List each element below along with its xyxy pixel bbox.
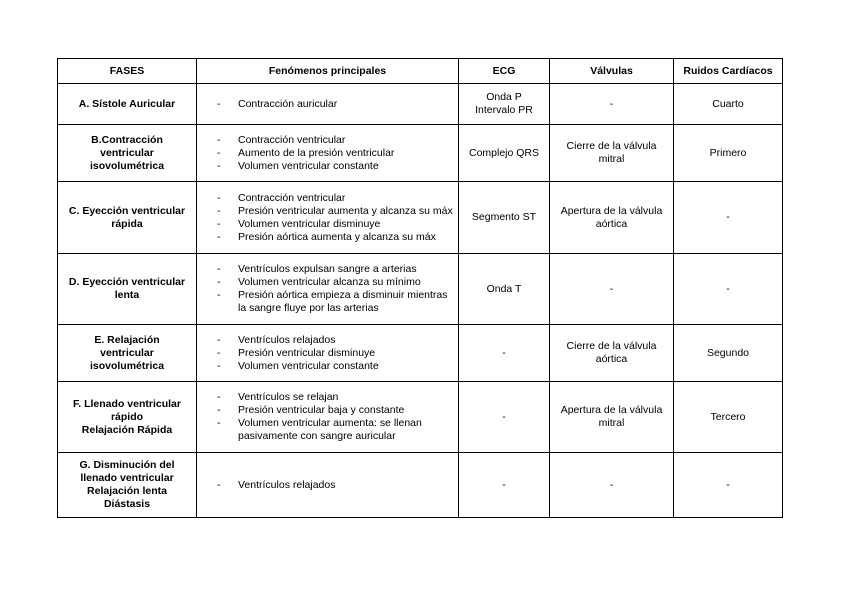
list-item: - Presión aórtica empieza a disminuir mientras la sangre fluye por las arterias xyxy=(217,289,454,315)
header-valvulas: Válvulas xyxy=(550,59,674,84)
fenomenos-cell xyxy=(197,325,459,382)
ruidos-cell: - xyxy=(674,182,783,254)
ruidos-cell: Primero xyxy=(674,125,783,182)
list-item: - Aumento de la presión ventricular xyxy=(217,147,454,160)
ruidos-cell: - xyxy=(674,453,783,518)
table-row xyxy=(58,453,783,518)
header-fenomenos: Fenómenos principales xyxy=(197,59,459,84)
list-item: - Contracción ventricular xyxy=(217,192,454,205)
ecg-cell: - xyxy=(459,325,550,382)
ecg-cell: Onda P Intervalo PR xyxy=(459,84,550,125)
list-item: - Contracción ventricular xyxy=(217,134,454,147)
ruidos-cell: Tercero xyxy=(674,382,783,453)
fase-cell: G. Disminución del llenado ventricular Relajación lenta Diástasis xyxy=(58,453,197,518)
header-fases: FASES xyxy=(58,59,197,84)
ecg-cell: - xyxy=(459,453,550,518)
fase-cell: E. Relajación ventricular isovolumétrica xyxy=(58,325,197,382)
fenomenos-cell xyxy=(197,382,459,453)
list-item: - Presión ventricular disminuye xyxy=(217,347,454,360)
list-item: - Presión ventricular aumenta y alcanza su máx xyxy=(217,205,454,218)
list-item: - Volumen ventricular constante xyxy=(217,160,454,173)
valvulas-cell: - xyxy=(550,84,674,125)
list-item: - Presión aórtica aumenta y alcanza su máx xyxy=(217,231,454,244)
fenomenos-cell xyxy=(197,254,459,325)
table-row xyxy=(58,254,783,325)
list-item: - Ventrículos relajados xyxy=(217,479,454,492)
list-item: - Volumen ventricular constante xyxy=(217,360,454,373)
valvulas-cell: - xyxy=(550,453,674,518)
valvulas-cell: Apertura de la válvula aórtica xyxy=(550,182,674,254)
fase-cell: D. Eyección ventricular lenta xyxy=(58,254,197,325)
fase-cell: B.Contracción ventricular isovolumétrica xyxy=(58,125,197,182)
ruidos-cell: Cuarto xyxy=(674,84,783,125)
fenomenos-cell xyxy=(197,125,459,182)
header-ecg: ECG xyxy=(459,59,550,84)
ecg-cell: - xyxy=(459,382,550,453)
cardiac-cycle-table xyxy=(57,58,783,518)
list-item: - Presión ventricular baja y constante xyxy=(217,404,454,417)
fase-cell: A. Sístole Auricular xyxy=(58,84,197,125)
fase-cell: C. Eyección ventricular rápida xyxy=(58,182,197,254)
list-item: - Ventrículos se relajan xyxy=(217,391,454,404)
header-ruidos: Ruidos Cardíacos xyxy=(674,59,783,84)
list-item: - Volumen ventricular alcanza su mínimo xyxy=(217,276,454,289)
valvulas-cell: Apertura de la válvula mitral xyxy=(550,382,674,453)
table-row xyxy=(58,182,783,254)
ruidos-cell: Segundo xyxy=(674,325,783,382)
fenomenos-cell xyxy=(197,453,459,518)
list-item: - Volumen ventricular disminuye xyxy=(217,218,454,231)
fase-cell: F. Llenado ventricular rápido Relajación Rápida xyxy=(58,382,197,453)
list-item: - Contracción auricular xyxy=(217,98,454,111)
valvulas-cell: - xyxy=(550,254,674,325)
list-item: - Ventrículos relajados xyxy=(217,334,454,347)
table-row xyxy=(58,325,783,382)
fenomenos-cell xyxy=(197,182,459,254)
fenomenos-cell xyxy=(197,84,459,125)
ecg-cell: Onda T xyxy=(459,254,550,325)
ecg-cell: Complejo QRS xyxy=(459,125,550,182)
table-header-row xyxy=(58,59,783,84)
table-row xyxy=(58,84,783,125)
list-item: - Volumen ventricular aumenta: se llenan pasivamente con sangre auricular xyxy=(217,417,454,443)
ecg-cell: Segmento ST xyxy=(459,182,550,254)
list-item: - Ventrículos expulsan sangre a arterias xyxy=(217,263,454,276)
table-row xyxy=(58,382,783,453)
valvulas-cell: Cierre de la válvula aórtica xyxy=(550,325,674,382)
table-row xyxy=(58,125,783,182)
valvulas-cell: Cierre de la válvula mitral xyxy=(550,125,674,182)
ruidos-cell: - xyxy=(674,254,783,325)
